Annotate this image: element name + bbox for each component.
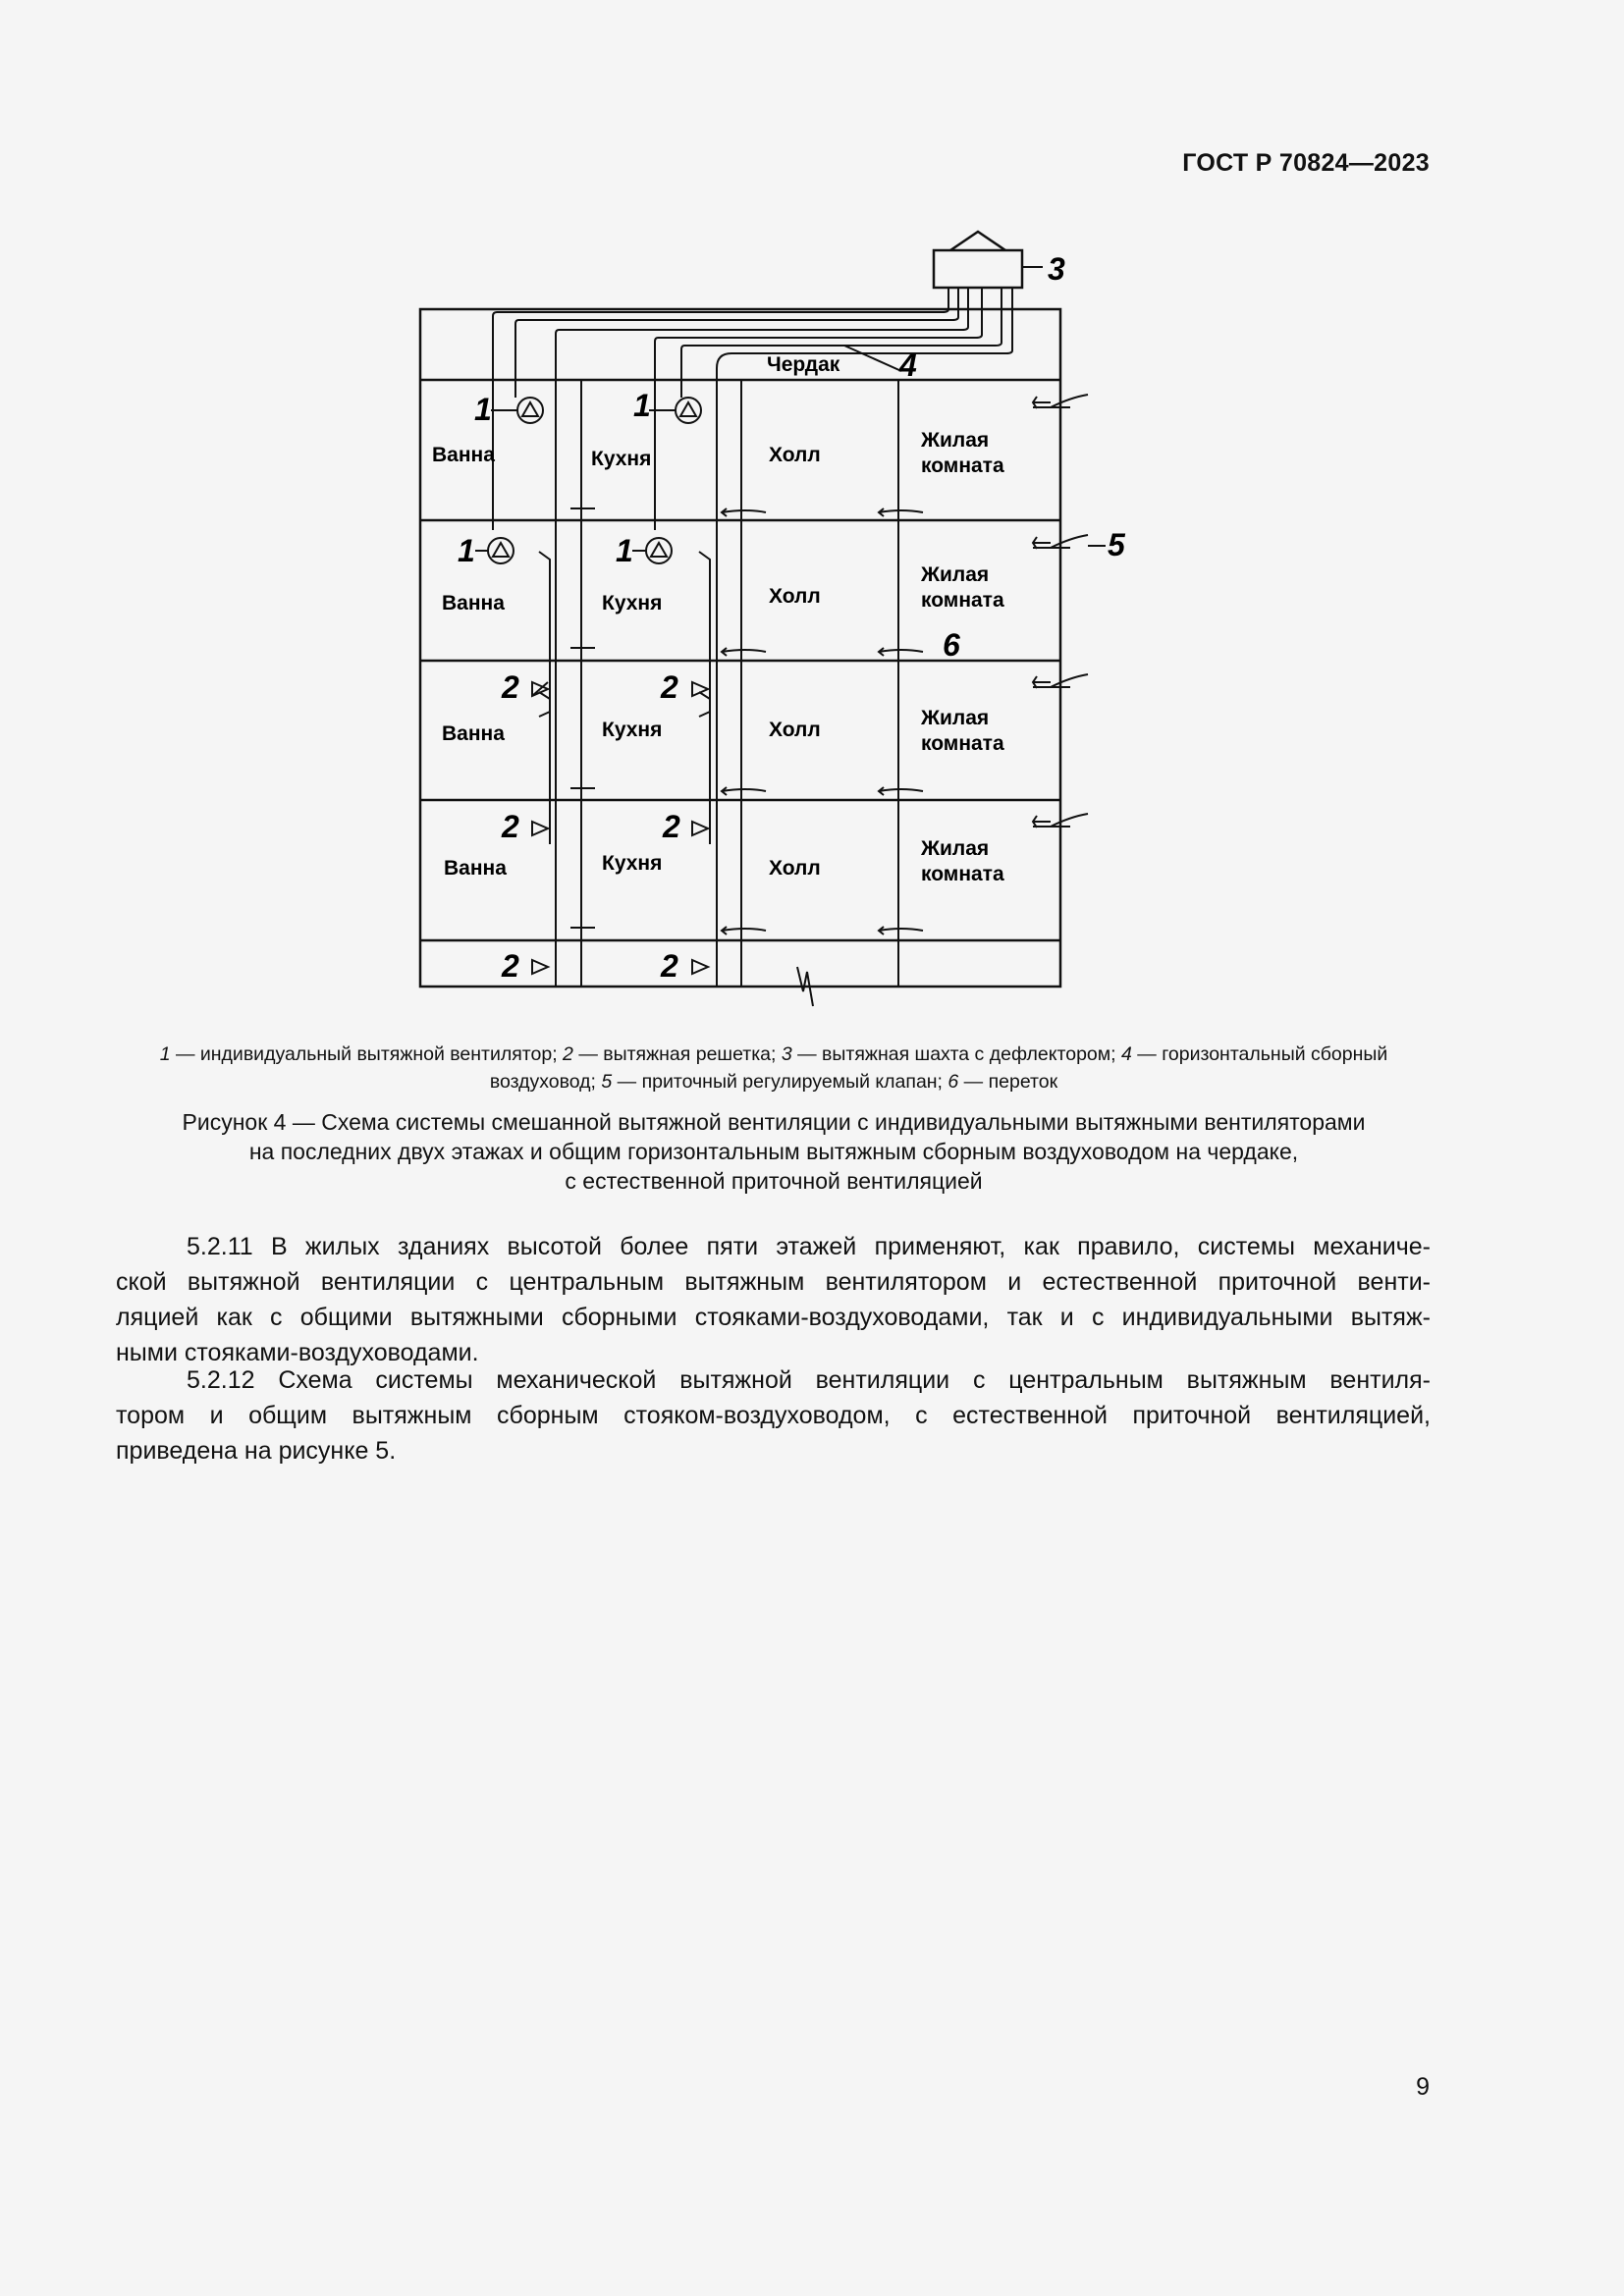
legend-num: 1 xyxy=(159,1043,171,1065)
room-kitchen: Кухня xyxy=(602,852,663,875)
room-hall: Холл xyxy=(769,857,821,880)
figure-caption xyxy=(116,1107,1432,1196)
room-living: комната xyxy=(921,732,1004,755)
ventilation-scheme-diagram xyxy=(0,0,1624,1031)
room-hall: Холл xyxy=(769,585,821,608)
callout-grille: 2 xyxy=(502,669,519,705)
legend-num: 5 xyxy=(601,1071,613,1093)
room-hall: Холл xyxy=(769,719,821,741)
caption-line: с естественной приточной вентиляцией xyxy=(565,1168,983,1194)
legend-text: — вытяжная решетка; xyxy=(572,1043,782,1065)
page-number: 9 xyxy=(1416,2073,1430,2101)
caption-line: Рисунок 4 — Схема системы смешанной вытяжной вентиляции с индивидуальными вытяжными вентиляторами xyxy=(182,1109,1366,1135)
legend-text: — приточный регулируемый клапан; xyxy=(612,1071,948,1093)
legend-num: 2 xyxy=(563,1043,573,1065)
room-hall: Холл xyxy=(769,444,821,466)
room-living: комната xyxy=(921,863,1004,885)
room-living: Жилая xyxy=(921,837,990,860)
legend-num: 4 xyxy=(1121,1043,1132,1065)
callout-duct: 4 xyxy=(899,347,917,383)
callout-grille: 2 xyxy=(502,809,519,844)
legend-text: — вытяжная шахта с дефлектором; xyxy=(791,1043,1122,1065)
room-bath: Ванна xyxy=(442,722,505,745)
document-code: ГОСТ Р 70824—2023 xyxy=(1182,149,1430,177)
room-bath: Ванна xyxy=(444,857,507,880)
legend-text: — индивидуальный вытяжной вентилятор; xyxy=(170,1043,564,1065)
room-bath: Ванна xyxy=(432,444,495,466)
room-living: комната xyxy=(921,454,1004,477)
paragraph-line: 5.2.11 В жилых зданиях высотой более пяти этажей применяют, как правило, системы механиче- xyxy=(187,1233,1431,1260)
room-kitchen: Кухня xyxy=(602,592,663,614)
callout-fan: 1 xyxy=(458,533,475,568)
room-bath: Ванна xyxy=(442,592,505,614)
attic-label: Чердак xyxy=(767,353,840,376)
paragraph-5-2-12 xyxy=(116,1362,1431,1468)
figure-legend xyxy=(116,1041,1432,1095)
room-living: Жилая xyxy=(921,563,990,586)
room-living: Жилая xyxy=(921,707,990,729)
callout-grille: 2 xyxy=(502,948,519,984)
callout-grille: 2 xyxy=(663,809,680,844)
legend-num: 3 xyxy=(781,1043,792,1065)
room-living: Жилая xyxy=(921,429,990,452)
paragraph-line: 5.2.12 Схема системы механической вытяжной вентиляции с центральным вытяжным вентиля- xyxy=(187,1366,1431,1394)
paragraph-line: ской вытяжной вентиляции с центральным вытяжным вентилятором и естественной приточной венти- xyxy=(116,1268,1431,1296)
legend-text: — горизонтальный сборный воздуховод; xyxy=(489,1043,1388,1093)
legend-text: — переток xyxy=(958,1071,1058,1093)
paragraph-line: тором и общим вытяжным сборным стояком-воздуховодом, с естественной приточной вентиляцией, xyxy=(116,1402,1431,1429)
room-living: комната xyxy=(921,589,1004,612)
caption-line: на последних двух этажах и общим горизонтальным вытяжным сборным воздуховодом на чердаке, xyxy=(248,1139,1299,1164)
callout-shaft: 3 xyxy=(1048,251,1065,287)
paragraph-line: приведена на рисунке 5. xyxy=(116,1437,397,1465)
paragraph-line: ляцией как с общими вытяжными сборными стояками-воздуховодами, так и с индивидуальными вытяж- xyxy=(116,1304,1431,1331)
callout-fan: 1 xyxy=(633,388,651,423)
callout-grille: 2 xyxy=(661,948,678,984)
callout-fan: 1 xyxy=(616,533,633,568)
callout-overflow: 6 xyxy=(943,627,960,663)
callout-grille: 2 xyxy=(661,669,678,705)
callout-fan: 1 xyxy=(474,392,492,427)
paragraph-5-2-11 xyxy=(116,1229,1431,1370)
legend-num: 6 xyxy=(947,1071,959,1093)
paragraph-line: ными стояками-воздуховодами. xyxy=(116,1339,479,1366)
room-kitchen: Кухня xyxy=(591,448,652,470)
room-kitchen: Кухня xyxy=(602,719,663,741)
callout-valve: 5 xyxy=(1108,527,1125,562)
